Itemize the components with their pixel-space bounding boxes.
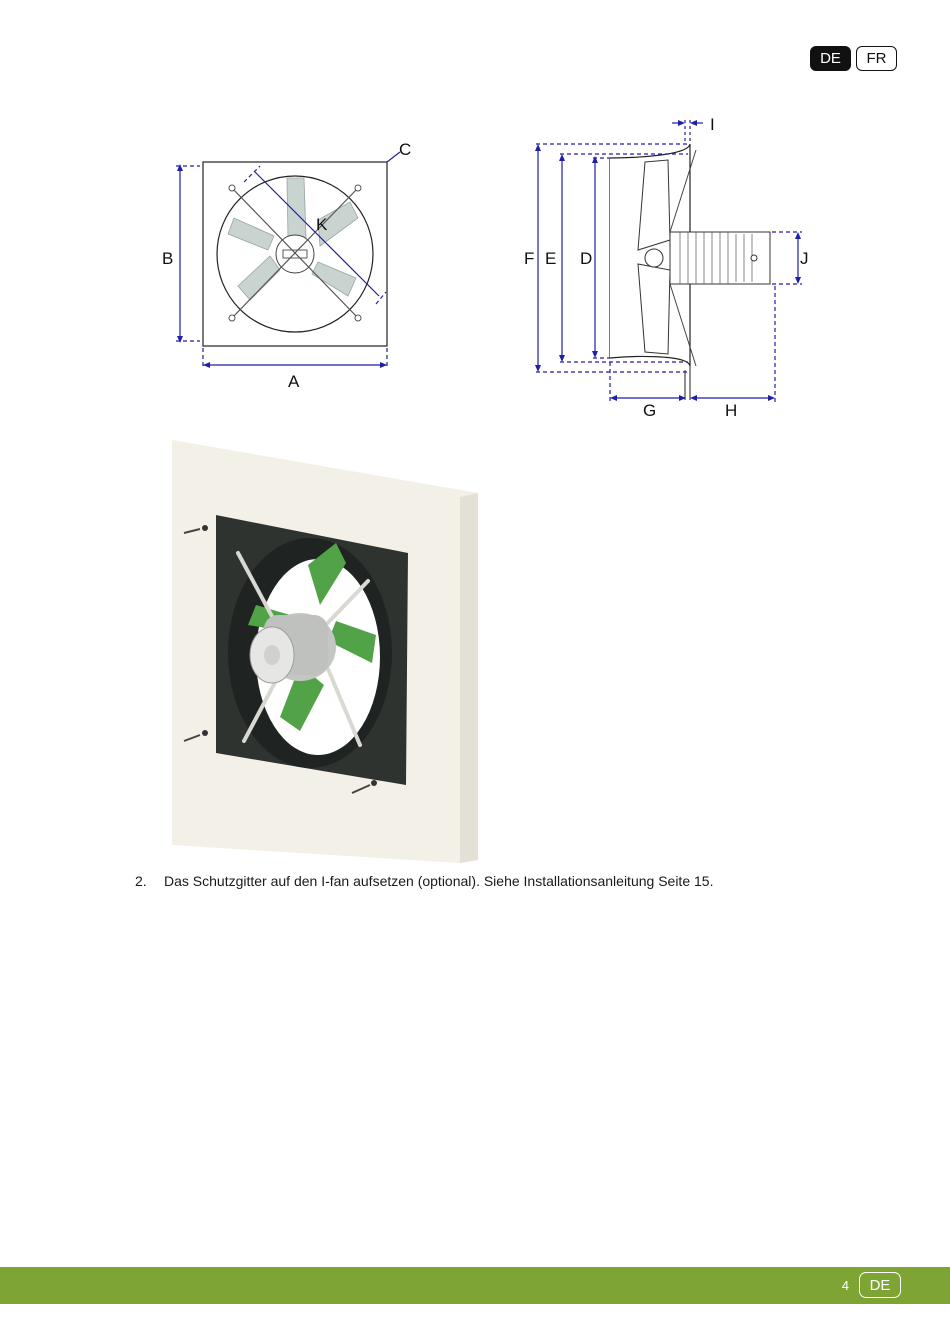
label-i: I (710, 115, 715, 134)
step-number: 2. (135, 873, 147, 889)
front-view (162, 140, 411, 391)
label-h: H (725, 401, 738, 420)
label-j: J (800, 249, 809, 268)
label-a: A (288, 372, 300, 391)
label-f: F (524, 249, 535, 268)
instruction-step (135, 873, 713, 889)
footer-bar (0, 1267, 950, 1304)
page-number: 4 (841, 1278, 849, 1293)
language-fr-button[interactable]: FR (856, 46, 897, 71)
side-view (524, 115, 809, 420)
label-k: K (316, 215, 328, 234)
language-switch (810, 46, 897, 71)
fan-installation-render (160, 435, 490, 865)
dimension-drawing (140, 110, 820, 425)
label-c: C (399, 140, 412, 159)
label-d: D (580, 249, 593, 268)
label-g: G (643, 401, 657, 420)
footer-language-badge: DE (859, 1272, 901, 1298)
step-text: Das Schutzgitter auf den I-fan aufsetzen (optional). Siehe Installationsanleitung Seite 15. (164, 873, 714, 889)
language-de-button[interactable]: DE (810, 46, 851, 71)
label-b: B (162, 249, 174, 268)
label-e: E (545, 249, 557, 268)
